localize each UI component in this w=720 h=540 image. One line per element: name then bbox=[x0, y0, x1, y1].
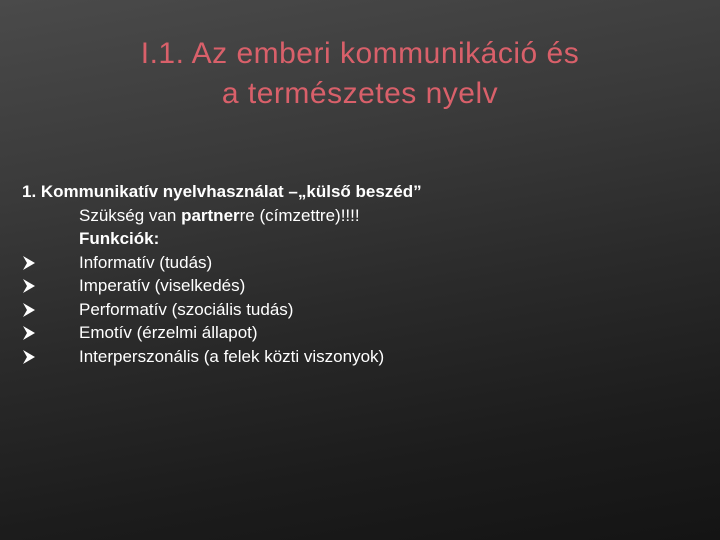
slide-title bbox=[40, 34, 680, 114]
arrow-bullet-icon bbox=[22, 256, 36, 270]
arrow-bullet-icon bbox=[22, 350, 36, 364]
list-item: Informatív (tudás) bbox=[22, 251, 682, 275]
arrow-bullet-icon bbox=[22, 279, 36, 293]
partner-line: Szükség van partnerre (címzettre)!!!! bbox=[79, 205, 360, 225]
arrow-bullet-icon bbox=[22, 303, 36, 317]
list-item: Interperszonális (a felek közti viszonyok) bbox=[22, 345, 682, 369]
slide-body bbox=[22, 180, 682, 368]
functions-label: Funkciók: bbox=[79, 229, 160, 248]
list-item: Performatív (szociális tudás) bbox=[22, 298, 682, 322]
list-item: Imperatív (viselkedés) bbox=[22, 274, 682, 298]
title-line-2: a természetes nyelv bbox=[221, 77, 499, 110]
title-line-1: I.1. Az emberi kommunikáció és bbox=[140, 37, 580, 70]
list-item: Emotív (érzelmi állapot) bbox=[22, 321, 682, 345]
arrow-bullet-icon bbox=[22, 326, 36, 340]
section-heading: 1. Kommunikatív nyelvhasználat –„külső beszéd” bbox=[22, 182, 422, 201]
